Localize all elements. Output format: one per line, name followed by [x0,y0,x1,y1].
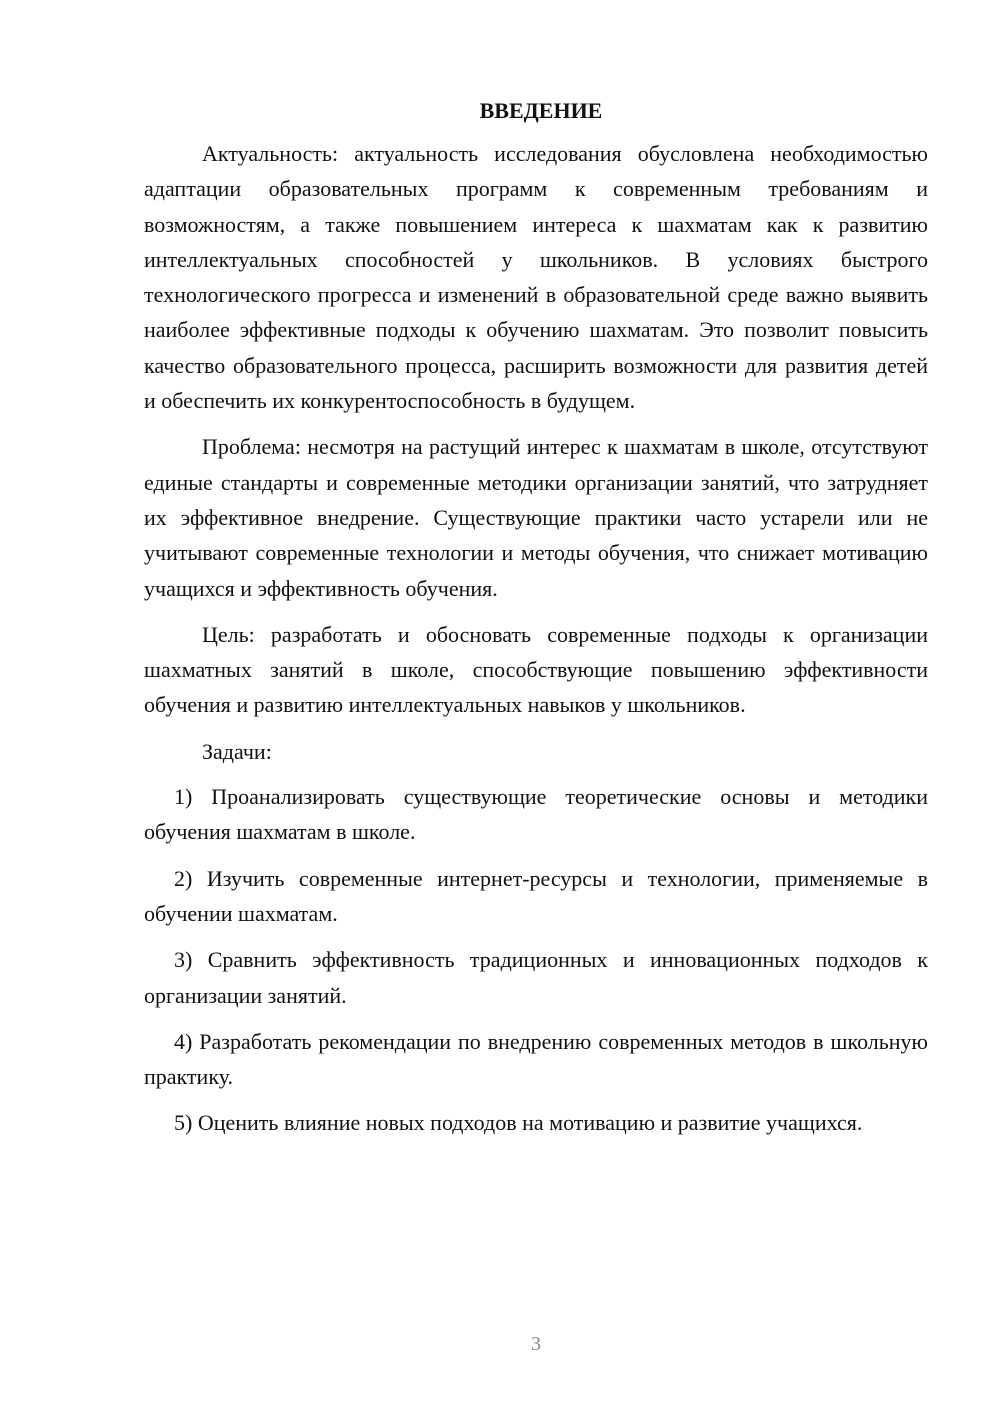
document-page [144,96,928,1152]
task-item-3: 3) Сравнить эффективность традиционных и инновационных подходов к организации занятий. [144,947,928,1008]
paragraph-relevance: Актуальность: актуальность исследования обусловлена необходимостью адаптации образовательных программ к современным требованиям и возможностям, а также повышением интереса к шахматам как к развитию интеллектуальных способностей у школьников. В условиях быстрого технологического прогресса и изменений в образовательной среде важно выявить наиболее эффективные подходы к обучению шахматам. Это позволит повысить качество образовательного процесса, расширить возможности для развития детей и обеспечить их конкурентоспособность в будущем. [144,141,928,414]
task-item-5: 5) Оценить влияние новых подходов на мотивацию и развитие учащихся. [174,1110,863,1136]
paragraph-problem: Проблема: несмотря на растущий интерес к шахматам в школе, отсутствуют единые стандарты и современные методики организации занятий, что затрудняет их эффективное внедрение. Существующие практики часто устарели или не учитывают современные технологии и методы обучения, что снижает мотивацию учащихся и эффективность обучения. [144,434,928,601]
page-title: ВВЕДЕНИЕ [479,98,603,123]
task-item-1: 1) Проанализировать существующие теоретические основы и методики обучения шахматам в школе. [144,784,928,845]
task-item-2: 2) Изучить современные интернет-ресурсы и технологии, применяемые в обучении шахматам. [144,865,928,926]
tasks-heading: Задачи: [202,738,272,764]
paragraph-goal: Цель: разработать и обосновать современные подходы к организации шахматных занятий в школе, способствующие повышению эффективности обучения и развитию интеллектуальных навыков у школьников. [144,621,928,718]
task-item-4: 4) Разработать рекомендации по внедрению современных методов в школьную практику. [144,1028,928,1090]
page-number: 3 [531,1333,541,1355]
